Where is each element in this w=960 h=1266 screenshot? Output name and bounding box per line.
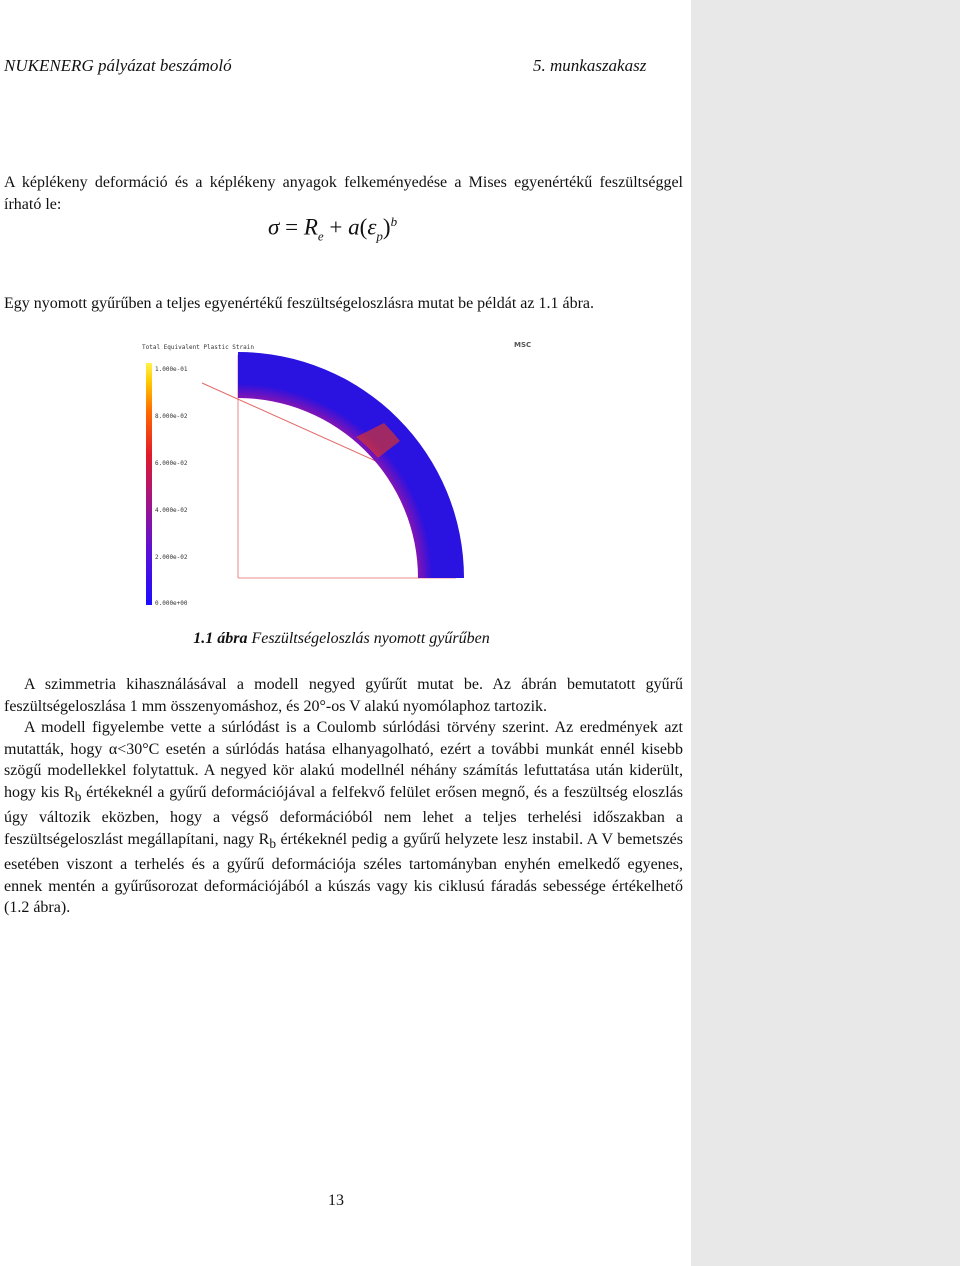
quarter-ring [238, 352, 464, 578]
msc-logo: MSC [514, 341, 532, 349]
comment-pane [691, 0, 960, 1266]
legend-label: 0.000e+00 [155, 600, 188, 607]
legend-label: 4.000e-02 [155, 507, 188, 514]
header-section: 5. munkaszakasz [533, 56, 647, 75]
paragraph-friction: A modell figyelembe vette a súrlódást is a Coulomb súrlódási törvény szerint. Az eredmények azt mutatták, hogy α<30°C esetén a súrlódás hatása elhanyagolható, ezért a további munkát ennél kisebb szögű modellekkel folytattuk. A negyed kör alakú modellnél néhány számítás lefuttatása után kiderült, hogy kis $R_b$ értékeknél a gyűrű deformációjával a felfekvő felület erősen megnő, és a feszültség eloszlás úgy változik eközben, hogy a végső deformációból nem lehet a teljes terhelési időszakban a feszültségeloszlást megállapítani, nagy $R_b$ értékeknél pedig a gyűrű helyzete lesz instabil. A V bemetszés esetében viszont a terhelés és a gyűrű deformációja széles tartományban enyhén emelkedő egyenes, ennek mentén a gyűrűsorozat deformációjából a kúszás vagy kis ciklusú fáradás sebessége értékelhető (1.2 ábra). [4, 719, 684, 917]
header-title: NUKENERG pályázat beszámoló [4, 56, 232, 75]
figure-caption: 1.1 ábra Feszültségeloszlás nyomott gyűrűben [193, 630, 490, 647]
color-legend-bar [146, 363, 152, 605]
plot-title: Total Equivalent Plastic Strain [142, 344, 254, 351]
page-number: 13 [328, 1192, 344, 1209]
legend-label: 2.000e-02 [155, 554, 188, 561]
figure-intro: Egy nyomott gyűrűben a teljes egyenértékű feszültségeloszlásra mutat be példát az 1.1 ábra. [4, 295, 595, 312]
legend-label: 6.000e-02 [155, 460, 188, 467]
legend-label: 1.000e-01 [155, 366, 188, 373]
mises-formula: $\sigma = R_e + a(\varepsilon_p)^b$ [268, 214, 398, 244]
strain-figure [138, 335, 550, 621]
legend-label: 8.000e-02 [155, 413, 188, 420]
intro-paragraph: A képlékeny deformáció és a képlékeny anyagok felkeményedése a Mises egyenértékű feszültséggel írható le: [4, 174, 683, 213]
paragraph-symmetry: A szimmetria kihasználásával a modell negyed gyűrűt mutat be. Az ábrán bemutatott gyűrű feszültségeloszlása 1 mm összenyomáshoz, és 20°-os V alakú nyomólaphoz tartozik. [4, 676, 683, 715]
strain-plot [138, 335, 550, 621]
